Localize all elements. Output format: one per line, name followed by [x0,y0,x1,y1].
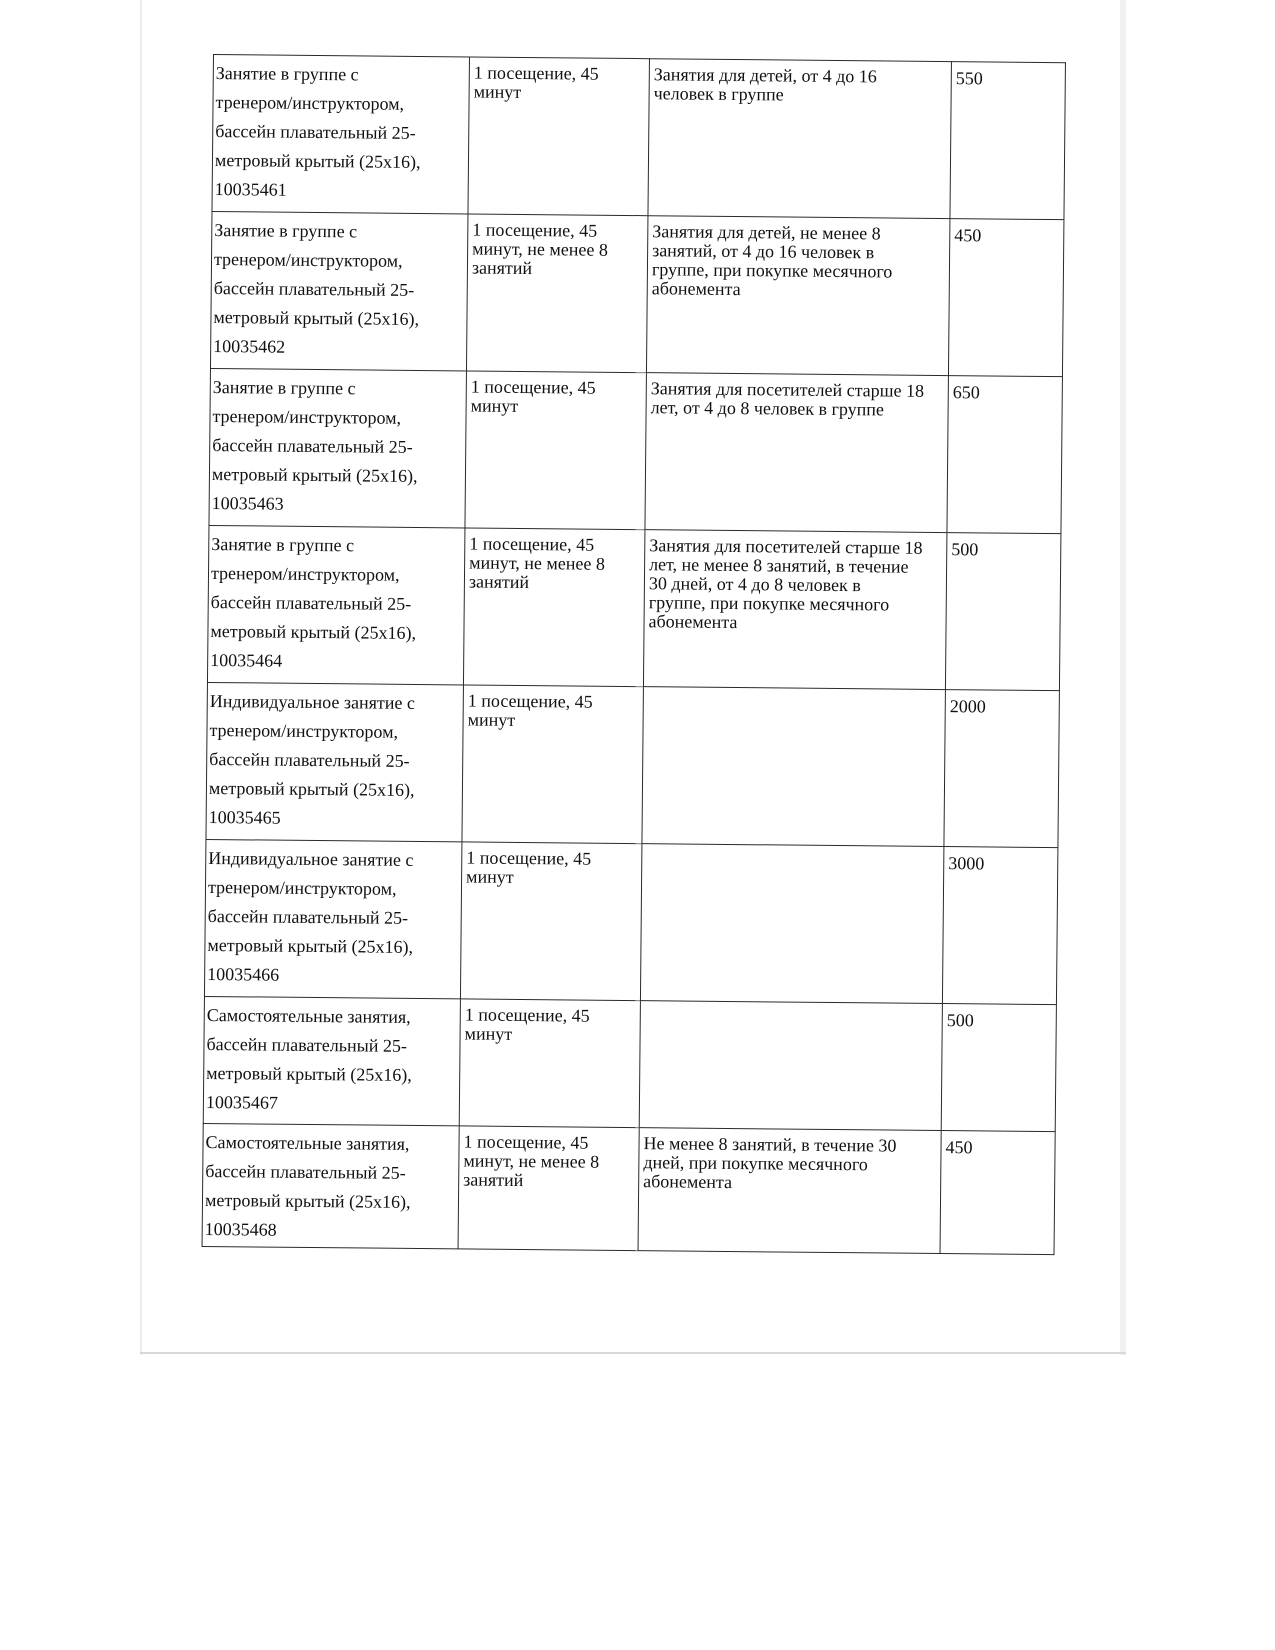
service-name-line: бассейн плавательный 25- [215,121,416,143]
service-name-line: 10035464 [210,650,283,671]
service-name-line: бассейн плавательный 25- [206,1033,407,1056]
scan-page-edge-bottom [140,1352,1126,1354]
service-name-line: 10035463 [211,493,284,514]
period-line: минут [467,709,516,730]
conditions-cell [639,1001,942,1131]
conditions-cell [643,530,946,690]
service-name-line: метровый крытый (25х16), [214,150,421,172]
service-name-line: бассейн плавательный 25- [209,748,410,771]
conditions-line: Занятия для детей, не менее 8 [652,221,881,244]
conditions-cell [640,844,943,1004]
table-row [206,682,1059,847]
period-line: 1 посещение, 45 [463,1131,589,1153]
price-cell [942,847,1058,1005]
service-name-line: Индивидуальное занятие с [209,690,416,713]
price-cell [941,1004,1056,1132]
service-name-line: Индивидуальное занятие с [208,847,414,870]
price-value: 550 [955,68,983,89]
period-cell [465,371,646,530]
price-value: 650 [952,382,980,403]
service-name-line: 10035462 [213,336,286,357]
service-name-line: бассейн плавательный 25- [205,1160,406,1183]
service-name-line: Занятие в группе с [215,63,359,85]
price-value: 3000 [948,853,985,874]
conditions-line: Не менее 8 занятий, в течение 30 [643,1133,897,1156]
service-name-line: 10035465 [208,806,281,828]
period-cell [463,528,644,687]
conditions-line: абонемента [648,611,738,633]
service-name-line: тренером/инструктором, [215,92,405,114]
conditions-line: группе, при покупке месячного [651,259,893,282]
conditions-line: Занятия для детей, от 4 до 16 [653,64,877,87]
price-value: 450 [954,225,982,246]
period-line: занятий [463,1169,524,1191]
period-cell [466,214,647,373]
period-line: 1 посещение, 45 [464,1004,590,1026]
scan-page-edge-right [1120,0,1126,1355]
service-name-line: Самостоятельные занятия, [206,1004,411,1027]
price-value: 2000 [949,696,986,717]
service-name-line: Занятие в группе с [212,377,356,399]
period-line: минут, не менее 8 [469,552,606,574]
price-cell [940,1131,1055,1255]
service-name-cell [209,368,466,527]
period-line: минут, не менее 8 [463,1150,600,1172]
table-row [202,1123,1055,1254]
service-name-line: тренером/инструктором, [212,406,402,428]
conditions-line: группе, при покупке месячного [648,592,890,615]
period-line: 1 посещение, 45 [473,62,599,84]
conditions-line: Занятия для посетителей старше 18 [650,378,925,401]
conditions-line: абонемента [651,278,741,300]
conditions-line: 30 дней, от 4 до 8 человек в [648,573,861,596]
period-line: минут, не менее 8 [472,238,609,260]
period-line: минут [473,81,522,102]
period-line: минут [470,395,519,416]
service-name-line: Самостоятельные занятия, [205,1131,410,1154]
period-line: 1 посещение, 45 [467,690,593,712]
conditions-line: лет, не менее 8 занятий, в течение [649,554,909,577]
table-row [212,55,1065,220]
period-line: 1 посещение, 45 [466,847,592,869]
price-cell [944,690,1060,848]
conditions-line: абонемента [643,1171,733,1193]
conditions-cell [646,216,949,376]
service-name-line: метровый крытый (25х16), [211,464,418,486]
conditions-line: человек в группе [653,83,784,105]
conditions-cell [638,1128,941,1254]
scan-page-edge-left [140,0,142,1355]
table-row [209,368,1062,533]
service-name-line: Занятие в группе с [211,534,355,556]
service-name-line: тренером/инструктором, [210,563,400,585]
service-name-line: бассейн плавательный 25- [207,905,409,928]
period-cell [460,842,641,1001]
price-value: 500 [951,539,979,560]
period-cell [458,1126,639,1251]
service-name-line: метровый крытый (25х16), [208,777,415,800]
price-cell [948,219,1064,377]
service-name-cell [204,839,461,998]
period-line: минут [466,866,514,887]
service-name-line: метровый крытый (25х16), [207,934,414,957]
conditions-cell [642,687,945,847]
price-cell [950,62,1066,220]
conditions-line: занятий, от 4 до 16 человек в [652,240,875,263]
conditions-cell [645,373,948,533]
service-name-cell [202,1123,459,1248]
service-name-line: 10035466 [207,963,280,985]
service-name-cell [203,996,460,1125]
service-name-line: тренером/инструктором, [213,249,403,271]
period-line: 1 посещение, 45 [469,533,595,555]
service-name-line: бассейн плавательный 25- [210,592,412,614]
service-name-line: метровый крытый (25х16), [213,307,420,329]
service-name-line: метровый крытый (25х16), [204,1189,411,1212]
period-line: занятий [471,257,533,279]
service-name-cell [206,682,463,841]
period-cell [459,999,640,1128]
period-line: 1 посещение, 45 [472,219,598,241]
period-cell [468,57,649,216]
service-name-line: Занятие в группе с [214,220,358,242]
price-value: 500 [946,1010,974,1031]
price-value: 450 [945,1137,973,1158]
table-row [210,211,1063,376]
service-name-line: метровый крытый (25х16), [210,621,417,643]
service-name-line: метровый крытый (25х16), [206,1062,412,1085]
service-name-line: 10035468 [204,1218,277,1240]
service-name-line: тренером/инструктором, [209,719,399,742]
conditions-line: лет, от 4 до 8 человек в группе [650,397,885,420]
service-name-cell [210,211,467,370]
price-table [202,54,1066,1255]
service-name-line: бассейн плавательный 25- [212,435,413,457]
service-name-line: 10035461 [214,179,287,200]
period-cell [462,685,643,844]
price-cell [945,533,1061,691]
period-line: 1 посещение, 45 [470,376,596,398]
price-cell [947,376,1063,534]
period-line: минут [464,1023,513,1044]
service-name-line: 10035467 [205,1091,279,1113]
service-name-cell [212,55,469,214]
service-name-line: тренером/инструктором, [207,876,397,899]
table-row [203,996,1056,1131]
conditions-cell [648,59,951,219]
service-name-line: бассейн плавательный 25- [213,278,415,300]
service-name-cell [207,525,464,684]
price-table-body [202,55,1065,1255]
conditions-line: дней, при покупке месячного [643,1152,868,1175]
table-row [207,525,1060,690]
table-row [204,839,1057,1004]
period-line: занятий [468,571,530,593]
conditions-line: Занятия для посетителей старше 18 [649,535,923,558]
